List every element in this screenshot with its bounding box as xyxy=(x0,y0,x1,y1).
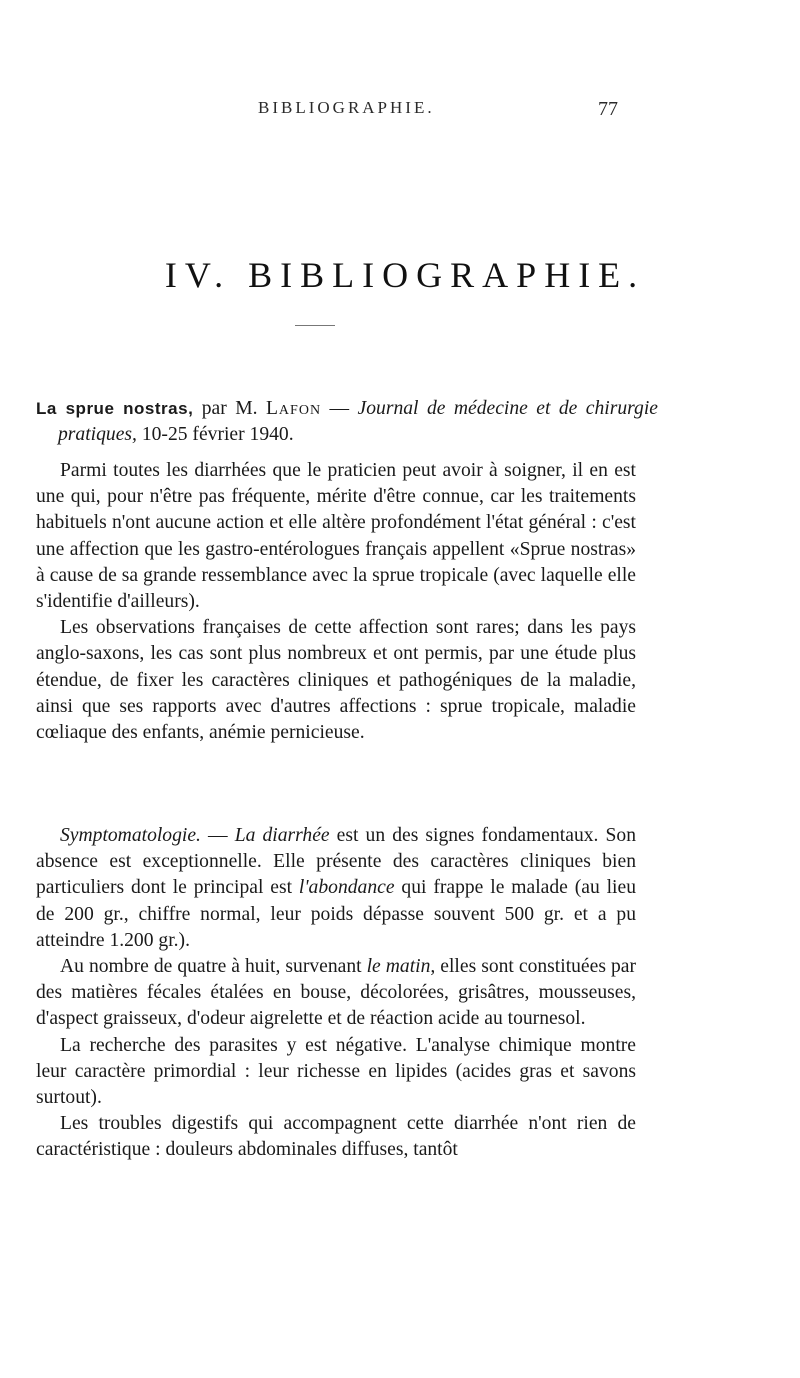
paragraph-parasites: La recherche des parasites y est négative. L'analyse chimique montre leur caractère primordial : leur richesse en lipides (acides gras et savons surtout). xyxy=(36,1034,636,1109)
entry-author: Lafon xyxy=(265,398,322,419)
section-heading-symptomatologie: Symptomatologie. xyxy=(60,825,201,846)
chapter-title: IV. BIBLIOGRAPHIE. xyxy=(164,255,646,295)
term-diarrhee: La diarrhée xyxy=(234,825,330,846)
page-number: 77 xyxy=(598,98,618,120)
running-title: BIBLIOGRAPHIE. xyxy=(258,98,435,117)
paragraph-intro: Parmi toutes les diarrhées que le praticien peut avoir à soigner, il en est une qui, pour n'être pas fréquente, mérite d'être connue, car les traitements habituels n'ont aucune action et elle altère profondément l'état général : c'est une affection que les gastro-entérologues français appellent «Sprue nostras» à cause de sa grande ressemblance avec la sprue tropicale (avec laquelle elle s'identifie d'ailleurs). xyxy=(36,460,636,613)
paragraph-observations: Les observations françaises de cette affection sont rares; dans les pays anglo-saxons, les cas sont plus nombreux et ont permis, par une étude plus étendue, de fixer les caractères cliniques et pathogéniques de la maladie, ainsi que ses rapports avec d'autres affections : sprue tropicale, maladie cœliaque des enfants, anémie pernicieuse. xyxy=(36,617,636,744)
entry-by: par M. xyxy=(193,398,266,419)
symptomatology-text-1: est un des signes fondamentaux. Son absence est exceptionnelle. Elle présente des caractères cliniques bien particuliers dont le principal est xyxy=(36,825,637,899)
heading-dash: — xyxy=(200,825,235,846)
running-head xyxy=(0,98,800,128)
paragraph-symptomatology xyxy=(36,823,636,954)
paragraph-digestive-troubles: Les troubles digestifs qui accompagnent cette diarrhée n'ont rien de caractéristique : douleurs abdominales diffuses, tantôt xyxy=(36,1113,636,1161)
frequency-text-2: elles sont constituées par des matières fécales étalées en bouse, décolorées, grisâtres, mousseuses, d'aspect graisseux, d'odeur aigrelette et de réaction acide au tournesol. xyxy=(36,956,636,1030)
symptomatology-text-2: qui frappe le malade (au lieu de 200 gr., chiffre normal, leur poids dépasse souvent 500 gr. et a pu atteindre 1.200 gr.). xyxy=(36,877,636,951)
bibliography-entry xyxy=(36,396,658,448)
entry-title: La sprue nostras, xyxy=(36,399,194,418)
body-text-section-1 xyxy=(36,458,636,746)
frequency-text-1: Au nombre de quatre à huit, survenant xyxy=(60,956,367,978)
term-le-matin: le matin, xyxy=(366,956,436,978)
entry-journal: Journal de médecine et de chirurgie pratiques, xyxy=(58,398,658,446)
paragraph-frequency xyxy=(36,954,636,1033)
entry-date: 10-25 février 1940. xyxy=(136,424,294,446)
entry-dash: — xyxy=(321,398,358,419)
term-abondance: l'abondance xyxy=(298,877,395,899)
body-text-section-2 xyxy=(36,823,636,1164)
title-divider xyxy=(295,325,335,326)
